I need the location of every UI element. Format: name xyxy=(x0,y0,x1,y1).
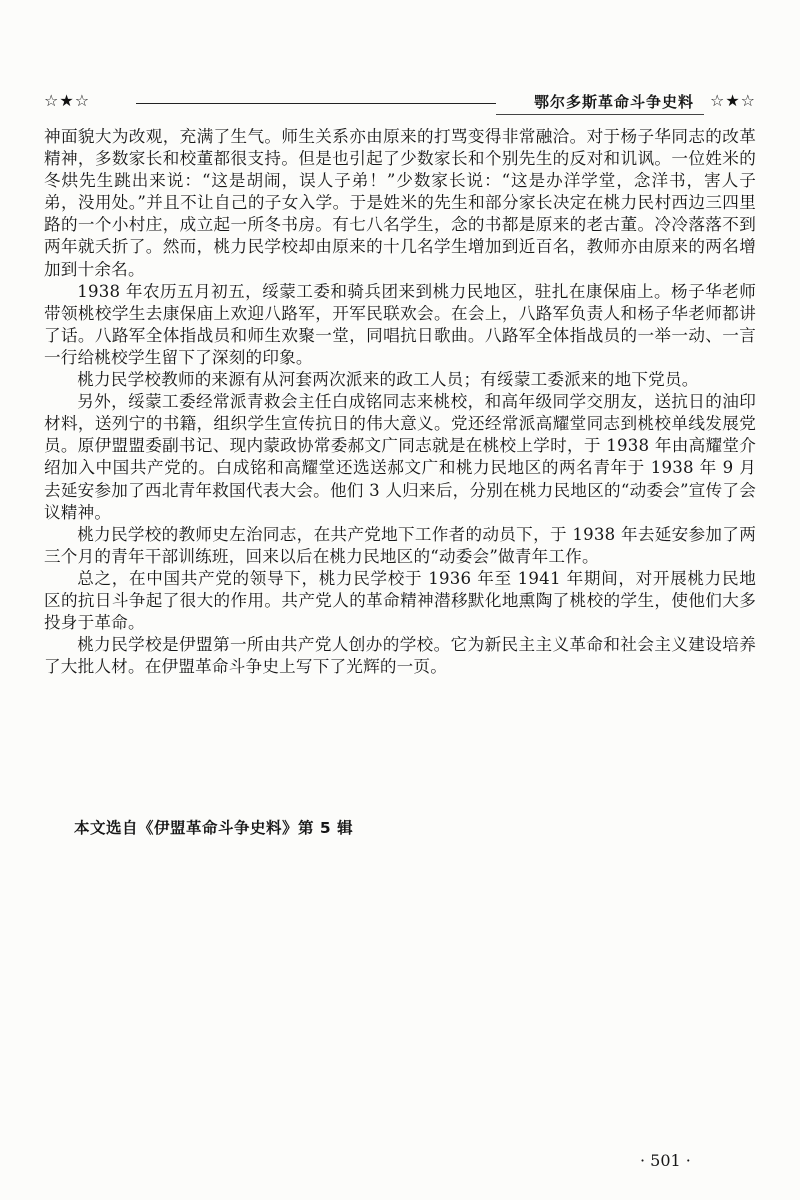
header-stars-left: ☆★☆ xyxy=(44,91,91,110)
source-note: 本文选自《伊盟革命斗争史料》第 5 辑 xyxy=(74,819,354,837)
paragraph-continued: 神面貌大为改观，充满了生气。师生关系亦由原来的打骂变得非常融洽。对于杨子华同志的改革精神，多数家长和校董都很支持。但是也引起了少数家长和个别先生的反对和讥讽。一位姓米的冬烘先生跳出来说：“这是胡闹，误人子弟！”少数家长说：“这是办洋学堂，念洋书，害人子弟，没用处。”并且不让自己的子女入学。于是姓米的先生和部分家长决定在桃力民村西边三四里路的一个小村庄，成立起一所冬书房。有七八名学生，念的书都是原来的老古董。冷冷落落不到两年就夭折了。然而，桃力民学校却由原来的十几名学生增加到近百名，教师亦由原来的两名增加到十余名。 xyxy=(44,127,756,279)
running-header xyxy=(44,92,756,112)
paragraph: 桃力民学校是伊盟第一所由共产党人创办的学校。它为新民主主义革命和社会主义建设培养了大批人材。在伊盟革命斗争史上写下了光辉的一页。 xyxy=(44,635,756,677)
paragraph: 桃力民学校教师的来源有从河套两次派来的政工人员；有绥蒙工委派来的地下党员。 xyxy=(77,370,699,390)
page-number: · 501 · xyxy=(640,1151,691,1170)
body-text xyxy=(44,126,756,678)
paragraph: 桃力民学校的教师史左治同志，在共产党地下工作者的动员下，于 1938 年去延安参加了两三个月的青年干部训练班，回来以后在桃力民地区的“动委会”做青年工作。 xyxy=(44,524,756,566)
running-title: 鄂尔多斯革命斗争史料 xyxy=(533,93,694,111)
header-stars-right: ☆★☆ xyxy=(709,91,756,110)
header-rule xyxy=(136,103,496,104)
paragraph: 另外，绥蒙工委经常派青救会主任白成铭同志来桃校，和高年级同学交朋友，送抗日的油印材料，送列宁的书籍，组织学生宣传抗日的伟大意义。党还经常派高耀堂同志到桃校单线发展党员。原伊盟盟委副书记、现内蒙政协常委郝文广同志就是在桃校上学时，于 1938 年由高耀堂介绍加入中国共产党的。白成铭和高耀堂还选送郝文广和桃力民地区的两名青年于 1938 年 9 月去延安参加了西北青年救国代表大会。他们 3 人归来后，分别在桃力民地区的“动委会”宣传了会议精神。 xyxy=(44,392,756,522)
paragraph: 1938 年农历五月初五，绥蒙工委和骑兵团来到桃力民地区，驻扎在康保庙上。杨子华老师带领桃校学生去康保庙上欢迎八路军，开军民联欢会。在会上，八路军负责人和杨子华老师都讲了话。八路军全体指战员和师生欢聚一堂，同唱抗日歌曲。八路军全体指战员的一举一动、一言一行给桃校学生留下了深刻的印象。 xyxy=(44,281,756,367)
running-title-underline xyxy=(496,114,704,115)
paragraph: 总之，在中国共产党的领导下，桃力民学校于 1936 年至 1941 年期间，对开展桃力民地区的抗日斗争起了很大的作用。共产党人的革命精神潜移默化地熏陶了桃校的学生，使他们大多投身于革命。 xyxy=(44,568,756,633)
